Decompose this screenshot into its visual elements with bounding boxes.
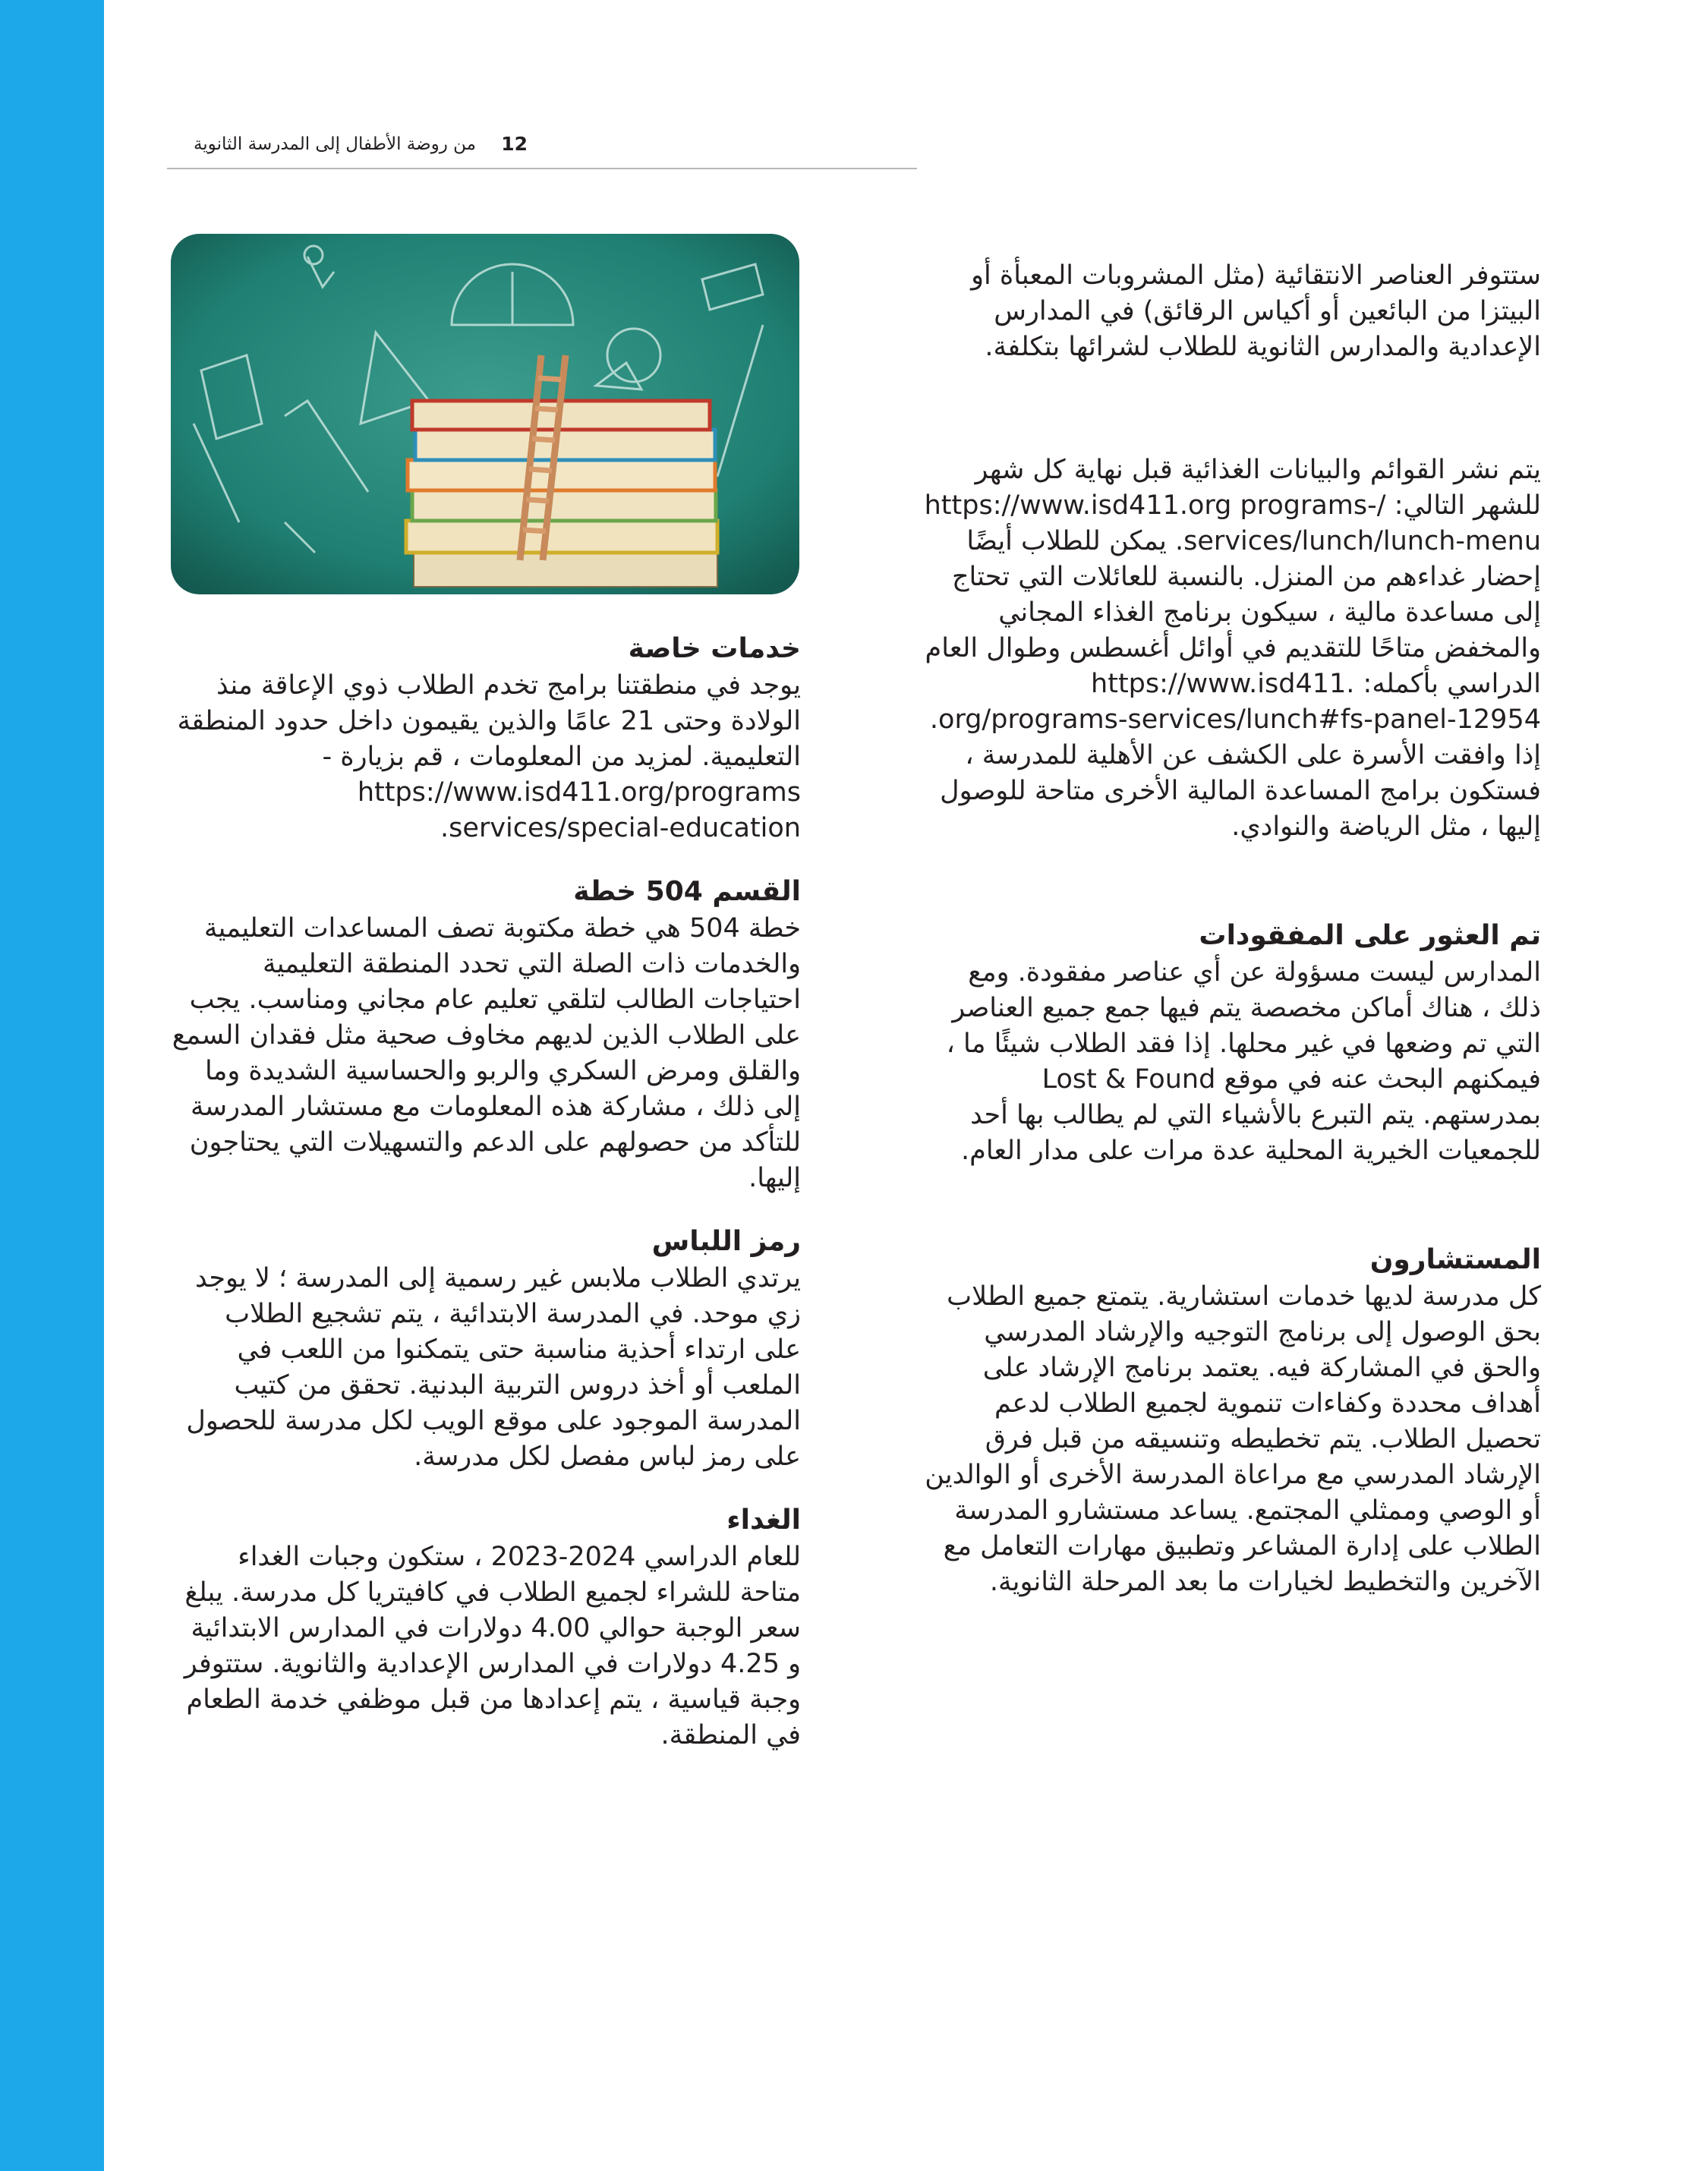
lunch-heading: الغداء	[726, 1505, 801, 1536]
special-services-heading: خدمات خاصة	[628, 633, 801, 664]
elective-items-paragraph: ستتوفر العناصر الانتقائية (مثل المشروبات المعبأة أو البيتزا من البائعين أو أكياس الرقائق) في المدارس الإعدادية والمدارس الثانوية للطلاب لشرائها بتكلفة.	[971, 260, 1541, 362]
lunch-paragraph: للعام الدراسي 2024-2023 ، ستكون وجبات الغداء متاحة للشراء لجميع الطلاب في كافيتريا كل مدرسة. يبلغ سعر الوجبة حوالي 4.00 دولارات في المدارس الابتدائية و 4.25 دولارات في المدارس الإعدادية والثانوية. ستتوفر وجبة قياسية ، يتم إعدادها من قبل موظفي خدمة الطعام في المنطقة.	[184, 1542, 801, 1750]
left-column	[171, 630, 801, 1753]
side-color-bar	[0, 0, 104, 2171]
dress-code-paragraph: يرتدي الطلاب ملابس غير رسمية إلى المدرسة ؛ لا يوجد زي موحد. في المدرسة الابتدائية ، يتم تشجيع الطلاب على ارتداء أحذية مناسبة حتى يتمكنوا من اللعب في الملعب أو أخذ دروس التربية البدنية. تحقق من كتيب المدرسة الموجود على موقع الويب لكل مدرسة للحصول على رمز لباس مفصل لكل مدرسة.	[186, 1263, 801, 1472]
counselors-paragraph: كل مدرسة لديها خدمات استشارية. يتمتع جميع الطلاب بحق الوصول إلى برنامج التوجيه والإرشاد المدرسي والحق في المشاركة فيه. يعتمد برنامج الإرشاد على أهداف محددة وكفاءات تنموية لجميع الطلاب لدعم تحصيل الطلاب. يتم تخطيطه وتنسيقه من قبل فرق الإرشاد المدرسي مع مراعاة المدرسة الأخرى أو الوالدين أو الوصي وممثلي المجتمع. يساعد مستشارو المدرسة الطلاب على إدارة المشاعر وتطبيق مهارات التعامل مع الآخرين والتخطيط لخيارات ما بعد المرحلة الثانوية.	[925, 1281, 1541, 1597]
dress-code-heading: رمز اللباس	[651, 1226, 801, 1257]
counselors-heading: المستشارون	[1369, 1244, 1541, 1275]
page-number: 12	[501, 133, 528, 155]
lost-found-paragraph: المدارس ليست مسؤولة عن أي عناصر مفقودة. ومع ذلك ، هناك أماكن مخصصة يتم فيها جمع جميع العناصر التي تم وضعها في غير محلها. إذا فقد الطلاب شيئًا ما ، فيمكنهم البحث عنه في موقع Lost & Found بمدرستهم. يتم التبرع بالأشياء التي لم يطالب بها أحد للجمعيات الخيرية المحلية عدة مرات على مدار العام.	[946, 957, 1541, 1166]
books-on-chalkboard-image	[171, 234, 799, 594]
section-504-paragraph: خطة 504 هي خطة مكتوبة تصف المساعدات التعليمية والخدمات ذات الصلة التي تحدد المنطقة التعليمية احتياجات الطالب لتلقي تعليم عام مجاني ومناسب. يجب على الطلاب الذين لديهم مخاوف صحية مثل فقدان السمع والقلق ومرض السكري والربو والحساسية الشديدة وما إلى ذلك ، مشاركة هذه المعلومات مع مستشار المدرسة للتأكد من حصولهم على الدعم والتسهيلات التي يحتاجون إليها.	[172, 913, 801, 1193]
header-divider	[167, 168, 917, 169]
page-header	[167, 133, 915, 163]
section-504-heading: القسم 504 خطة	[573, 876, 801, 907]
special-services-paragraph: يوجد في منطقتنا برامج تخدم الطلاب ذوي الإعاقة منذ الولادة وحتى 21 عامًا والذين يقيمون داخل حدود المنطقة التعليمية. لمزيد من المعلومات ، قم بزيارة -https://www.isd411.org/programs services/special-education.	[177, 670, 801, 843]
right-column	[919, 258, 1541, 1600]
lunch-menu-paragraph: يتم نشر القوائم والبيانات الغذائية قبل نهاية كل شهر للشهر التالي: /https://www.isd411.org programs-services/lunch/lunch-menu. يمكن للطلاب أيضًا إحضار غداءهم من المنزل. بالنسبة للعائلات التي تحتاج إلى مساعدة مالية ، سيكون برنامج الغذاء المجاني والمخفض متاحًا للتقديم في أوائل أغسطس وطوال العام الدراسي بأكمله: .https://www.isd411 org/programs-services/lunch#fs-panel-12954. إذا وافقت الأسرة على الكشف عن الأهلية للمدرسة ، فستكون برامج المساعدة المالية الأخرى متاحة للوصول إليها ، مثل الرياضة والنوادي.	[924, 455, 1541, 842]
lost-found-heading: تم العثور على المفقودات	[1199, 920, 1541, 951]
running-title: من روضة الأطفال إلى المدرسة الثانوية	[193, 134, 476, 154]
